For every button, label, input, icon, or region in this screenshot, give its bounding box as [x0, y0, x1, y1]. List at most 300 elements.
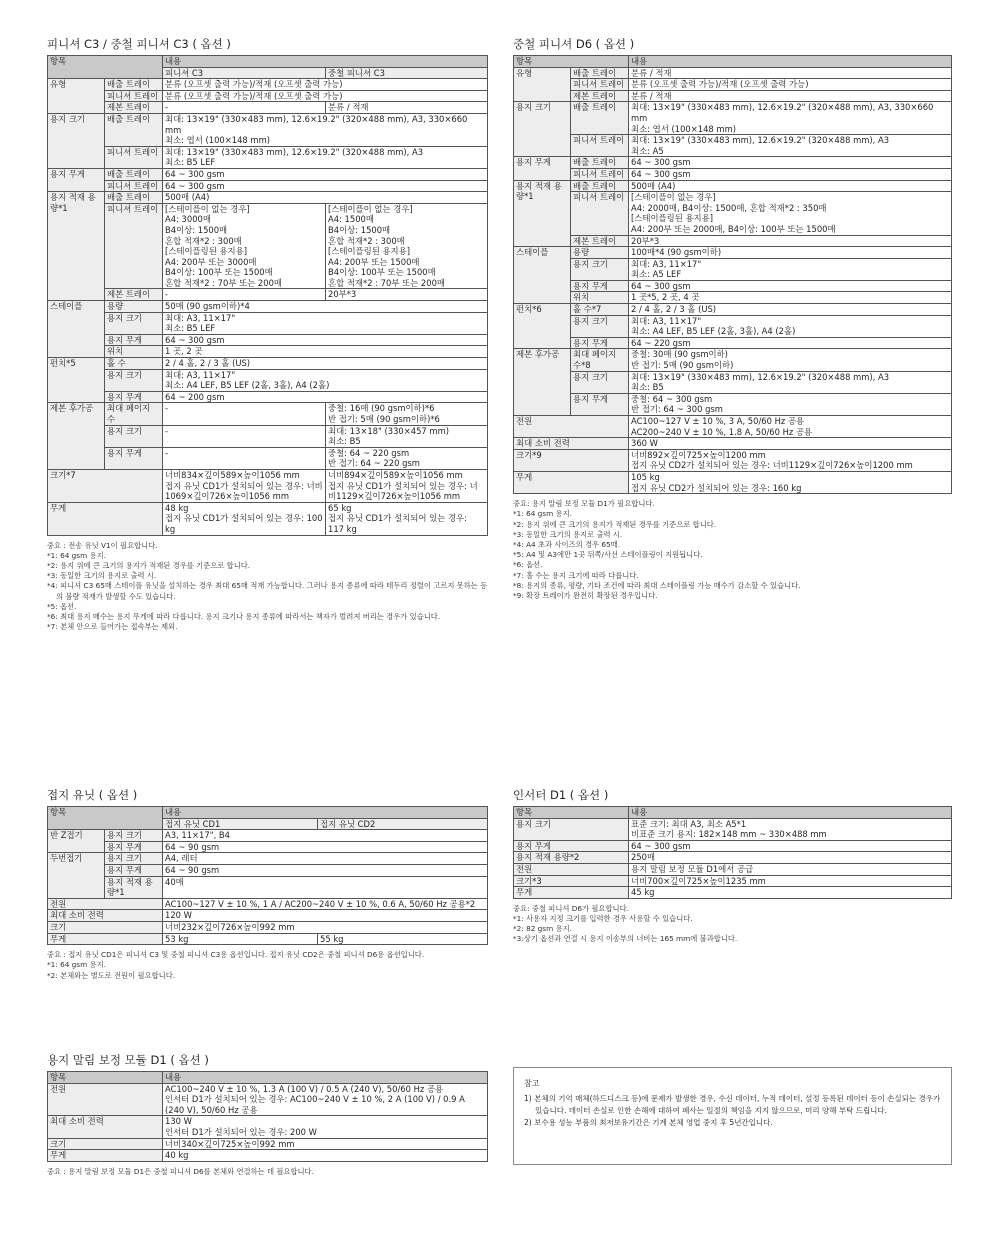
cell-text: 피니셔 트레이 [107, 146, 159, 157]
cell-text: 너비340×깊이725×높이992 mm [165, 1138, 295, 1149]
table-row [48, 289, 488, 301]
table-cell [48, 1138, 163, 1150]
cell-text: 48 kg [165, 502, 189, 513]
cell-text: 용지 무게 [573, 280, 609, 291]
cell-text: AC100~127 V ± 10 %, 3 A, 50/60 Hz 공용 [631, 416, 805, 426]
cell-text: 용지 크기 [516, 102, 552, 113]
cell-text: 용량 [573, 247, 590, 258]
table-cell [629, 247, 952, 259]
reference-item: 1) 본체의 기억 매체(하드디스크 등)에 문제가 발생한 경우, 수신 데이터, 누적 데이터, 설정 등록된 데이터 등이 손실되는 경우가 있습니다. 데이터 손실로 인한 손해에 대하여 폐사는 일절의 책임을 지지 않으므로, 미리 양해 부탁 드립니다. [524, 1094, 941, 1115]
footnote: *3: 동일한 크기의 용지로 출력 시. [513, 529, 623, 539]
cell-text: 내용 [165, 56, 182, 66]
table-header [48, 807, 488, 819]
table-cell [326, 502, 488, 535]
table-cell [163, 830, 488, 842]
table-row [514, 371, 952, 393]
inserter-d1-table [513, 806, 952, 899]
cell-text: 크기*9 [516, 449, 542, 460]
table-row [514, 852, 952, 864]
table-cell [571, 337, 629, 349]
cell-text: 배출 트레이 [573, 102, 617, 113]
cell-text: 중철: 64 ~ 220 gsm [328, 447, 410, 458]
table-row [48, 146, 488, 168]
cell-text: [스테이플링된 용지용] [165, 246, 248, 257]
table-cell [629, 67, 952, 79]
cell-text: 2 / 4 홀, 2 / 3 홀 (US) [165, 358, 251, 369]
table-cell [163, 469, 326, 502]
footnote: 중요: 용지 말림 보정 모듈 D1가 필요합니다. [513, 499, 655, 509]
table-cell [48, 168, 105, 191]
table-cell [514, 863, 629, 875]
table-row [514, 818, 952, 840]
table-row [48, 921, 488, 933]
cell-text: 용량 [107, 301, 124, 312]
cell-text: 피니셔 트레이 [573, 168, 625, 179]
cell-text: 배출 트레이 [107, 192, 151, 203]
table-cell [571, 157, 629, 169]
table-row [514, 135, 952, 157]
table-cell [326, 67, 488, 79]
table-cell [105, 102, 163, 114]
table-cell [48, 1150, 163, 1162]
cell-text: 최대: A3, 11×17" [631, 315, 702, 326]
cell-text: 제본 후가공 [516, 349, 560, 360]
table-cell [105, 312, 163, 334]
table-row [514, 337, 952, 349]
cell-text: 너비232×깊이726×높이992 mm [165, 921, 295, 932]
table-cell [163, 502, 326, 535]
cell-text: 최대: 13×19" (330×483 mm), 12.6×19.2" (320×488 mm), A3, 330×660 mm [165, 113, 468, 135]
table-cell [163, 369, 488, 391]
cell-text: 피니셔 트레이 [573, 192, 625, 203]
cell-text: AC100~240 V ± 10 %, 1.3 A (100 V) / 0.5 A (240 V), 50/60 Hz 공용 [165, 1083, 444, 1094]
cell-text: 64 ~ 300 gsm [631, 157, 691, 168]
cell-text: 혼합 적재*2 : 70부 또는 200매 [328, 277, 446, 288]
table-cell [571, 102, 629, 135]
cell-text: 용지 크기 [573, 258, 609, 269]
table-cell [163, 90, 488, 102]
table-cell [48, 79, 105, 114]
section-title: 중철 피니셔 D6 ( 옵션 ) [513, 37, 635, 51]
table-cell [163, 67, 326, 79]
cell-text: 내용 [631, 807, 648, 817]
cell-text: 용지 적재 용량*2 [516, 852, 580, 863]
cell-text: 중철 피니셔 C3 [328, 67, 385, 78]
cell-text: 항목 [50, 807, 67, 817]
footnote: *2: 용지 위에 큰 크기의 용지가 적재된 경우를 기준으로 합니다. [513, 519, 717, 529]
cell-text: B4이상: 1500매 [165, 224, 228, 235]
table-cell [514, 56, 629, 68]
table-cell [163, 1138, 488, 1150]
table-row [514, 102, 952, 135]
cell-text: 최소: B5 [328, 436, 361, 447]
cell-text: 항목 [516, 56, 533, 66]
table-cell [163, 102, 326, 114]
cell-text: - [165, 403, 169, 414]
section-title: 피니셔 C3 / 중철 피니셔 C3 ( 옵션 ) [47, 37, 231, 51]
folding-unit-section [47, 788, 488, 981]
cell-text: B4이상: 100부 또는 1500매 [328, 267, 436, 278]
table-cell [571, 393, 629, 415]
cell-text: 64 ~ 300 gsm [165, 168, 225, 179]
cell-text: 1 곳, 2 곳 [165, 346, 203, 357]
cell-text: 접지 유닛 CD2 [320, 818, 376, 829]
cell-text: 접지 유닛 CD1 [165, 818, 221, 829]
table-row [48, 358, 488, 370]
footnote: *1: 64 gsm 용지. [47, 550, 106, 560]
table-cell [571, 247, 629, 259]
cell-text: 접지 유닛 CD1가 설치되어 있는 경우: 117 kg [328, 513, 467, 534]
table-cell [629, 90, 952, 102]
table-cell [326, 469, 488, 502]
table-cell [48, 301, 105, 358]
cell-text: 피니셔 트레이 [573, 135, 625, 146]
cell-text: 배출 트레이 [573, 180, 617, 191]
table-row [514, 180, 952, 192]
cell-text: 내용 [631, 56, 648, 66]
table-cell [163, 447, 326, 469]
cell-text: 용지 무게 [516, 157, 552, 168]
cell-text: 중철: 64 ~ 300 gsm [631, 393, 713, 404]
cell-text: A4: 200부 또는 2000매, B4이상: 100부 또는 1500매 [631, 223, 836, 234]
table-row [514, 349, 952, 371]
table-cell [163, 898, 488, 910]
cell-text: 무게 [516, 471, 533, 482]
decurler-d1-table [47, 1071, 488, 1162]
table-row [514, 258, 952, 280]
cell-text: 피니셔 트레이 [573, 79, 625, 90]
cell-text: AC200~240 V ± 10 %, 1.8 A, 50/60 Hz 공용 [631, 426, 813, 437]
table-cell [571, 192, 629, 235]
table-row [48, 79, 488, 91]
cell-text: 최소: 엽서 (100×148 mm) [165, 135, 271, 146]
table-row [514, 438, 952, 450]
table-cell [48, 469, 163, 502]
cell-text: [스테이플링된 용지용] [631, 213, 714, 224]
footnote: 중요 : 용지 말림 보정 모듈 D1은 중철 피니셔 D6를 본체와 연결하는 데 필요합니다. [47, 1166, 314, 1176]
table-cell [48, 403, 105, 470]
cell-text: 용지 크기 [107, 425, 143, 436]
table-cell [105, 180, 163, 192]
cell-text: 혼합 적재*2 : 70부 또는 200매 [165, 277, 283, 288]
cell-text: 펀치*6 [516, 304, 542, 315]
cell-text: 64 ~ 220 gsm [631, 337, 691, 348]
table-cell [514, 818, 629, 840]
cell-text: 제본 후가공 [50, 403, 94, 414]
table-cell [48, 113, 105, 168]
table-cell [48, 910, 163, 922]
cell-text: 최대: 13×18" (330×457 mm) [328, 425, 450, 436]
table-cell [629, 807, 952, 819]
cell-text: 용지 적재 용량*1 [107, 876, 153, 898]
table-row [48, 113, 488, 146]
footnote: *3: 동일한 크기의 용지로 출력 시. [47, 571, 157, 581]
table-cell [514, 471, 629, 493]
footnote: 중요: 중철 피니셔 D6가 필요합니다. [513, 903, 629, 913]
table-cell [514, 247, 571, 304]
table-row [514, 90, 952, 102]
cell-text: 100매*4 (90 gsm이하) [631, 247, 722, 258]
table-cell [163, 1150, 488, 1162]
table-row [48, 102, 488, 114]
cell-text: 전원 [516, 416, 533, 426]
table-cell [629, 168, 952, 180]
cell-text: 최대: A3, 11×17" [165, 312, 236, 323]
table-row [48, 853, 488, 865]
cell-text: 두번접기 [50, 853, 83, 864]
cell-text: [스테이플이 없는 경우] [631, 192, 716, 203]
table-cell [48, 807, 163, 830]
table-cell [571, 79, 629, 91]
table-cell [163, 864, 488, 876]
cell-text: 크기*3 [516, 875, 542, 886]
cell-text: 위치 [573, 292, 590, 303]
table-cell [514, 102, 571, 157]
table-cell [105, 864, 163, 876]
cell-text: AC100~127 V ± 10 %, 1 A / AC200~240 V ± 10 %, 0.6 A, 50/60 Hz 공용*2 [165, 898, 476, 909]
cell-text: 전원 [50, 1083, 67, 1094]
cell-text: 최대 소비 전력 [516, 438, 570, 449]
cell-text: 중철: 30매 (90 gsm이하) [631, 349, 728, 360]
table-row [514, 292, 952, 304]
cell-text: 용지 크기 [107, 312, 143, 323]
cell-text: B4이상: 100부 또는 1500매 [165, 267, 273, 278]
cell-text: 64 ~ 300 gsm [631, 168, 691, 179]
cell-text: - [165, 447, 169, 458]
cell-text: 45 kg [631, 887, 655, 898]
cell-text: 표준 크기: 최대 A3, 최소 A5*1 [631, 818, 747, 829]
table-row [514, 875, 952, 887]
table-cell [105, 391, 163, 403]
cell-text: 130 W [165, 1116, 192, 1127]
cell-text: 배출 트레이 [573, 67, 617, 78]
table-cell [326, 425, 488, 447]
cell-text: 접지 유닛 CD1가 설치되어 있는 경우: 너비1069×깊이726×높이1056 mm [165, 480, 323, 502]
table-row [48, 391, 488, 403]
table-header [48, 56, 488, 68]
table-cell [514, 157, 571, 180]
table-header [514, 56, 952, 68]
cell-text: 40매 [165, 876, 184, 887]
cell-text: 유형 [50, 79, 67, 90]
cell-text: 무게 [50, 1150, 67, 1161]
cell-text: 유형 [516, 67, 533, 78]
table-cell [629, 371, 952, 393]
table-header [48, 1072, 488, 1084]
cell-text: 용지 크기 [107, 853, 143, 864]
table-cell [105, 301, 163, 313]
cell-text: 무게 [50, 502, 67, 513]
cell-text: A4: 200부 또는 3000매 [165, 256, 257, 267]
cell-text: 반 접기: 64 ~ 220 gsm [328, 458, 420, 469]
cell-text: 최소: A4 LEF, B5 LEF (2홀, 3홀), A4 (2홀) [631, 326, 796, 337]
cell-text: 전원 [516, 863, 533, 874]
table-cell [514, 875, 629, 887]
table-cell [163, 1116, 488, 1138]
table-cell [571, 258, 629, 280]
cell-text: 펀치*5 [50, 358, 76, 369]
cell-text: 120 W [165, 910, 192, 921]
table-cell [48, 933, 163, 945]
table-cell [629, 180, 952, 192]
cell-text: 접지 유닛 CD2가 설치되어 있는 경우: 160 kg [631, 482, 802, 493]
table-cell [163, 346, 488, 358]
table-row [48, 192, 488, 204]
cell-text: 제본 트레이 [573, 235, 617, 246]
table-cell [48, 1083, 163, 1116]
cell-text: 제본 트레이 [107, 289, 151, 300]
cell-text: 중철: 16매 (90 gsm이하)*6 [328, 403, 435, 414]
table-cell [163, 56, 488, 68]
cell-text: 용지 크기 [573, 371, 609, 382]
cell-text: 용지 크기 [50, 113, 86, 124]
table-cell [571, 67, 629, 79]
footnote: *2: 82 gsm 용지. [513, 924, 572, 934]
cell-text: 최대 소비 전력 [50, 910, 104, 921]
cell-text: 용지 크기 [573, 315, 609, 326]
table-cell [326, 403, 488, 425]
cell-text: 최대 소비 전력 [50, 1116, 104, 1127]
cell-text: 접지 유닛 CD1가 설치되어 있는 경우: 100 kg [165, 513, 323, 534]
cell-text: 최소: A5 LEF [631, 269, 682, 280]
cell-text: 비표준 크기 용지: 182×148 mm ~ 330×488 mm [631, 829, 827, 840]
notes [513, 499, 952, 601]
cell-text: 용지 크기 [107, 369, 143, 380]
table-row [48, 502, 488, 535]
footnote: *6: 최대 용지 매수는 용지 무게에 따라 다릅니다. 용지 크기나 용지 종류에 따라서는 책자가 벌려져 버리는 경우가 있습니다. [47, 611, 441, 621]
table-cell [163, 358, 488, 370]
cell-text: 64 ~ 200 gsm [165, 391, 225, 402]
table-row [48, 1083, 488, 1116]
table-row [514, 192, 952, 235]
table-row [48, 830, 488, 842]
cell-text: 너비894×깊이589×높이1056 mm [328, 469, 463, 480]
cell-text: 최소: A5 [631, 145, 664, 156]
table-cell [163, 425, 326, 447]
table-cell [163, 168, 488, 180]
table-cell [163, 180, 488, 192]
table-row [48, 180, 488, 192]
table-cell [629, 258, 952, 280]
cell-text: 접지 유닛 CD2가 설치되어 있는 경우: 너비1129×깊이726×높이1200 mm [631, 460, 913, 471]
section-title: 접지 유닛 ( 옵션 ) [47, 788, 138, 802]
table-cell [105, 841, 163, 853]
cell-text: 분류 / 적재 [328, 102, 369, 113]
notes [47, 950, 488, 981]
table-cell [571, 315, 629, 337]
table-row [48, 1116, 488, 1138]
table-cell [514, 67, 571, 102]
cell-text: 최소: B5 LEF [165, 157, 216, 168]
table-cell [571, 304, 629, 316]
table-row [514, 168, 952, 180]
table-cell [163, 853, 488, 865]
table-row [48, 346, 488, 358]
cell-text: 64 ~ 300 gsm [631, 840, 691, 851]
table-cell [629, 135, 952, 157]
table-row [514, 315, 952, 337]
cell-text: 64 ~ 90 gsm [165, 864, 220, 875]
table-cell [163, 301, 488, 313]
table-cell [163, 910, 488, 922]
cell-text: 용지 무게 [107, 864, 143, 875]
cell-text: 최대: 13×19" (330×483 mm), 12.6×19.2" (320×488 mm), A3, 330×660 mm [631, 102, 934, 123]
table-row [48, 447, 488, 469]
cell-text: 용지 무게 [50, 168, 86, 179]
cell-text: 반 Z접기 [50, 830, 83, 841]
footnote: *2: 용지 위에 큰 크기의 용지가 적재된 경우를 기준으로 합니다. [47, 560, 251, 570]
finisher-c3-section [47, 37, 488, 632]
cell-text: 용지 크기 [516, 818, 552, 829]
table-cell [163, 192, 488, 204]
table-cell [571, 168, 629, 180]
table-cell [629, 235, 952, 247]
cell-text: 최대 페이지 수*8 [573, 349, 617, 371]
table-cell [163, 818, 318, 830]
table-row [48, 469, 488, 502]
table-cell [163, 933, 318, 945]
table-row [48, 203, 488, 289]
table-cell [514, 852, 629, 864]
cell-text: A4: 3000매 [165, 214, 211, 225]
notes [47, 1167, 488, 1177]
table-cell [105, 79, 163, 91]
table-cell [105, 830, 163, 842]
cell-text: 최소: A4 LEF, B5 LEF (2홀, 3홀), A4 (2홀) [165, 380, 330, 391]
table-cell [514, 840, 629, 852]
footnote: 중요 : 접지 유닛 CD1은 피니셔 C3 및 중철 피니셔 C3용 옵션입니다. 접지 유닛 CD2은 중철 피니셔 D6용 옵션입니다. [47, 950, 425, 960]
cell-text: 피니셔 C3 [165, 67, 204, 78]
table-cell [629, 449, 952, 471]
cell-text: 항목 [50, 56, 67, 66]
cell-text: 분류 / 적재 [631, 90, 672, 101]
cell-text: 무게 [50, 933, 67, 944]
cell-text: 스테이플 [516, 247, 549, 258]
cell-text: 인서터 D1가 설치되어 있는 경우: 200 W [165, 1126, 317, 1137]
cell-text: 배출 트레이 [573, 157, 617, 168]
cell-text: 용지 무게 [573, 337, 609, 348]
decurler-d1-section [47, 1053, 488, 1177]
cell-text: 65 kg [328, 502, 352, 513]
table-row [48, 312, 488, 334]
table-cell [105, 90, 163, 102]
table-cell [105, 358, 163, 370]
footnote: *1: 64 gsm 용지. [47, 960, 106, 970]
table-cell [105, 447, 163, 469]
table-header [514, 807, 952, 819]
footnote: *1: 64 gsm 용지. [513, 509, 572, 519]
cell-text: 내용 [165, 807, 182, 817]
table-cell [571, 280, 629, 292]
table-row [514, 280, 952, 292]
cell-text: 64 ~ 90 gsm [165, 841, 220, 852]
cell-text: 크기*7 [50, 469, 76, 480]
cell-text: 53 kg [165, 933, 189, 944]
table-row [48, 301, 488, 313]
cell-text: 64 ~ 300 gsm [165, 180, 225, 191]
table-cell [514, 807, 629, 819]
table-cell [514, 887, 629, 899]
table-cell [48, 830, 105, 853]
saddle-finisher-d6-table [513, 55, 952, 494]
table-row [48, 910, 488, 922]
table-cell [48, 853, 105, 898]
table-row [514, 887, 952, 899]
table-cell [48, 1116, 163, 1138]
table-cell [629, 337, 952, 349]
table-cell [326, 102, 488, 114]
table-cell [571, 349, 629, 371]
